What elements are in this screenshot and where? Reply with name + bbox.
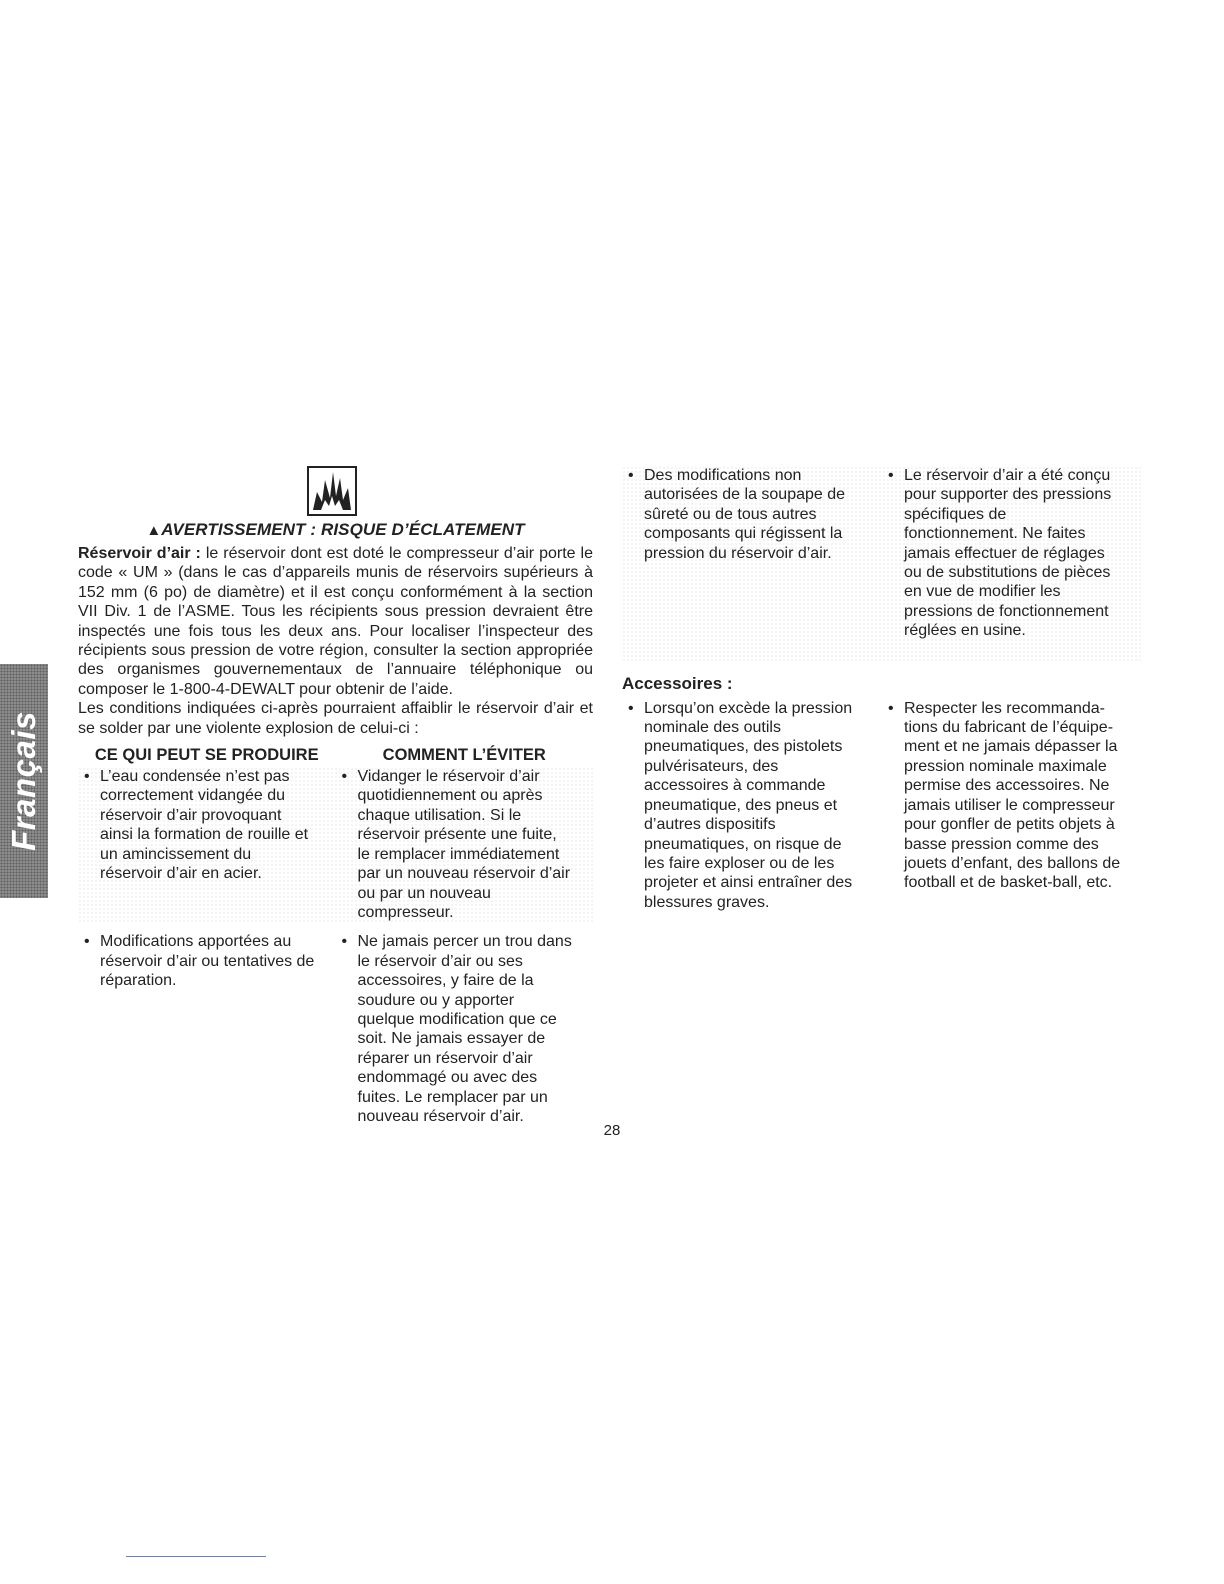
row-what: • Modifications apportées au réservoir d’air ou tentatives de réparation.: [78, 932, 336, 1126]
explosion-hazard-icon: [307, 466, 357, 516]
row-what: • Des modifications non autorisées de la soupape de sûreté ou de tous autres composants qui régissent la pression du réservoir d’air.: [622, 466, 882, 641]
row-how: • Ne jamais percer un trou dans le réservoir d’air ou ses accessoires, y faire de la soudure ou y apporter quelque modification que ce soit. Ne jamais essayer de réparer un réservoir d’air endommagé ou avec des fuites. Le remplacer par un nouveau réservoir d’air.: [336, 932, 594, 1126]
table-row: [78, 932, 593, 1126]
conditions-paragraph: Les conditions indiquées ci-après pourraient affaiblir le réservoir d’air et se solder par une violente explosion de celui-ci :: [78, 700, 593, 737]
page-number: 28: [603, 1122, 621, 1139]
header-how-to-avoid: COMMENT L’ÉVITER: [382, 746, 546, 765]
accessories-how: • Respecter les recommanda-tions du fabricant de l’équipe-ment et ne jamais dépasser la pression nominale maximale permise des accessoires. Ne jamais utiliser le compresseur pour gonfler de petits objets à basse pression comme des jouets d’enfant, des ballons de football et de basket-ball, etc.: [882, 699, 1142, 912]
intro-paragraph: [78, 544, 593, 699]
table-row: [622, 699, 1142, 912]
language-tab-label: Français: [5, 711, 42, 851]
table-row: [622, 466, 1142, 663]
right-column: [622, 466, 1142, 912]
warning-title: [78, 520, 593, 541]
table-headers: [78, 745, 593, 765]
bottom-rule: [126, 1556, 266, 1557]
intro-lead: Réservoir d’air :: [78, 545, 201, 562]
header-what-can-happen: CE QUI PEUT SE PRODUIRE: [94, 746, 319, 765]
warning-title-text: AVERTISSEMENT : RISQUE D’ÉCLATEMENT: [161, 520, 525, 539]
accessories-heading: Accessoires :: [622, 673, 733, 693]
language-tab: [0, 664, 48, 898]
row-how: • Le réservoir d’air a été conçu pour supporter des pressions spécifiques de fonctionnement. Ne faites jamais effectuer de réglages ou de substitutions de pièces en vue de modifier les pressions de fonctionnement réglées en usine.: [882, 466, 1142, 641]
row-what: • L’eau condensée n’est pas correctement vidangée du réservoir d’air provoquant ainsi la formation de rouille et un amincissement du réservoir d’air en acier.: [78, 767, 336, 922]
row-how: • Vidanger le réservoir d’air quotidiennement ou après chaque utilisation. Si le réservoir présente une fuite, le remplacer immédiatement par un nouveau réservoir d’air ou par un nouveau compresseur.: [336, 767, 594, 922]
intro-text: le réservoir dont est doté le compresseur d’air porte le code « UM » (dans le cas d’appareils munis de réservoirs supérieurs à 152 mm (6 po) de diamètre) et il est conçu conformément à la section VII Div. 1 de l’ASME. Tous les récipients sous pression devraient être inspectés une fois tous les deux ans. Pour localiser l’inspecteur des récipients sous pression de votre région, consulter la section appropriée des organismes gouvernementaux de l’annuaire téléphonique ou composer le 1-800-4-DEWALT pour obtenir de l’aide.: [78, 545, 594, 698]
warning-triangle-icon: ▲: [146, 522, 162, 539]
left-column: [78, 466, 593, 1126]
table-row: [78, 767, 593, 922]
accessories-what: • Lorsqu’on excède la pression nominale des outils pneumatiques, des pistolets pulvérisateurs, des accessoires à commande pneumatique, des pneus et d’autres dispositifs pneumatiques, on risque de les faire exploser ou de les projeter et ainsi entraîner des blessures graves.: [622, 699, 882, 912]
